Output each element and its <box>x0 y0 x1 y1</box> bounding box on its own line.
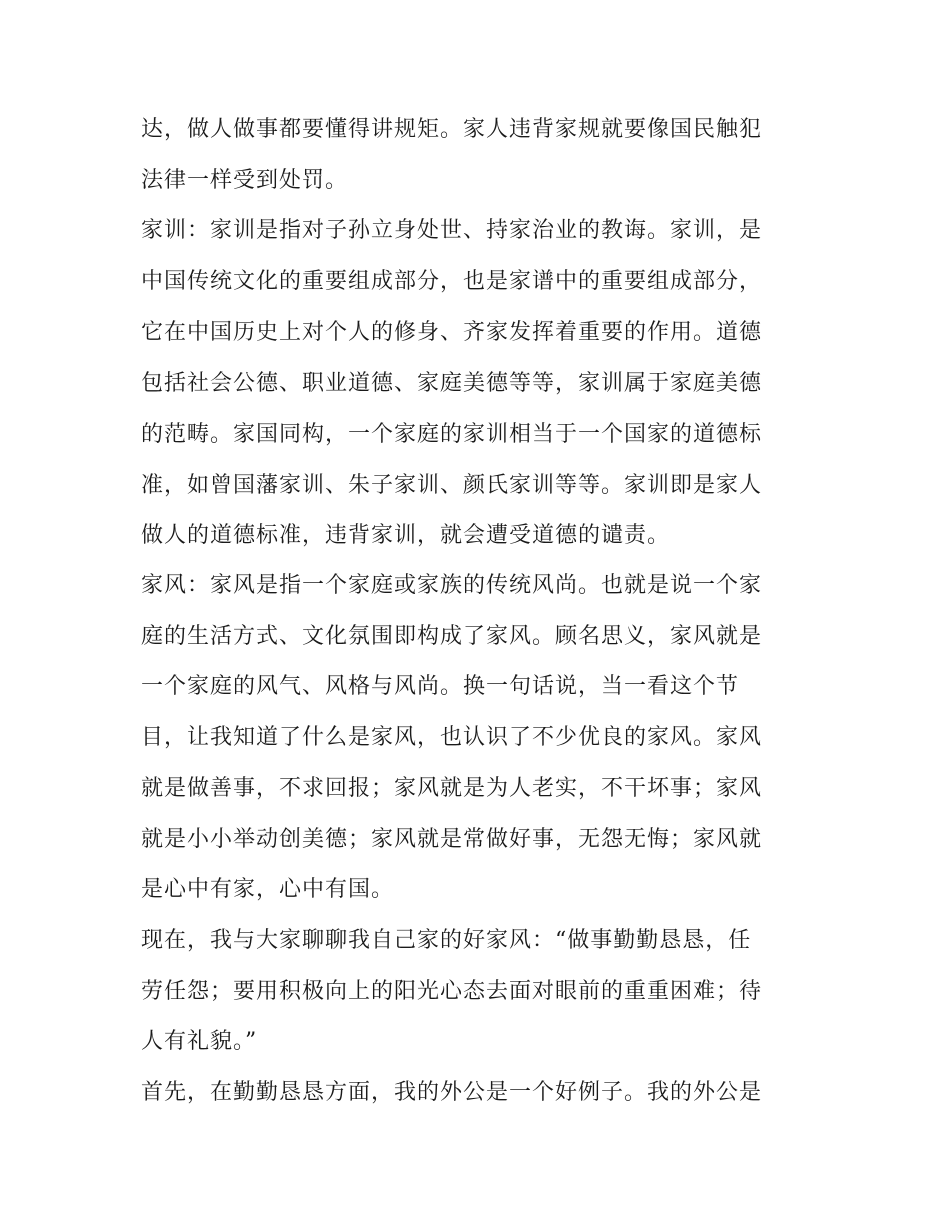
text-line: 人有礼貌。” <box>141 1029 258 1054</box>
text-line: 包括社会公德、职业道德、家庭美德等等，家训属于家庭美德 <box>141 371 763 396</box>
text-line: 首先，在勤勤恳恳方面，我的外公是一个好例子。我的外公是 <box>141 1080 763 1105</box>
text-line: 它在中国历史上对个人的修身、齐家发挥着重要的作用。道德 <box>141 320 763 345</box>
text-line: 家训：家训是指对子孙立身处世、持家治业的教诲。家训，是 <box>141 218 763 243</box>
text-line: 法律一样受到处罚。 <box>141 168 349 193</box>
text-line: 达，做人做事都要懂得讲规矩。家人违背家规就要像国民触犯 <box>141 117 763 142</box>
text-line: 劳任怨；要用积极向上的阳光心态去面对眼前的重重困难；待 <box>141 979 763 1004</box>
text-line: 一个家庭的风气、风格与风尚。换一句话说，当一看这个节 <box>141 674 740 699</box>
text-line: 目，让我知道了什么是家风，也认识了不少优良的家风。家风 <box>141 725 763 750</box>
text-line: 庭的生活方式、文化氛围即构成了家风。顾名思义，家风就是 <box>141 624 763 649</box>
text-line: 现在，我与大家聊聊我自己家的好家风：“做事勤勤恳恳，任 <box>141 928 752 953</box>
text-line: 家风：家风是指一个家庭或家族的传统风尚。也就是说一个家 <box>141 573 763 598</box>
text-line: 的范畴。家国同构，一个家庭的家训相当于一个国家的道德标 <box>141 422 763 447</box>
text-line: 做人的道德标准，违背家训，就会遭受道德的谴责。 <box>141 523 671 548</box>
text-line: 准，如曾国藩家训、朱子家训、颜氏家训等等。家训即是家人 <box>141 473 763 498</box>
text-line: 就是小小举动创美德；家风就是常做好事，无怨无悔；家风就 <box>141 827 763 852</box>
text-line: 中国传统文化的重要组成部分，也是家谱中的重要组成部分， <box>141 269 763 294</box>
text-line: 是心中有家，心中有国。 <box>141 877 395 902</box>
text-line: 就是做善事，不求回报；家风就是为人老实，不干坏事；家风 <box>141 776 763 801</box>
